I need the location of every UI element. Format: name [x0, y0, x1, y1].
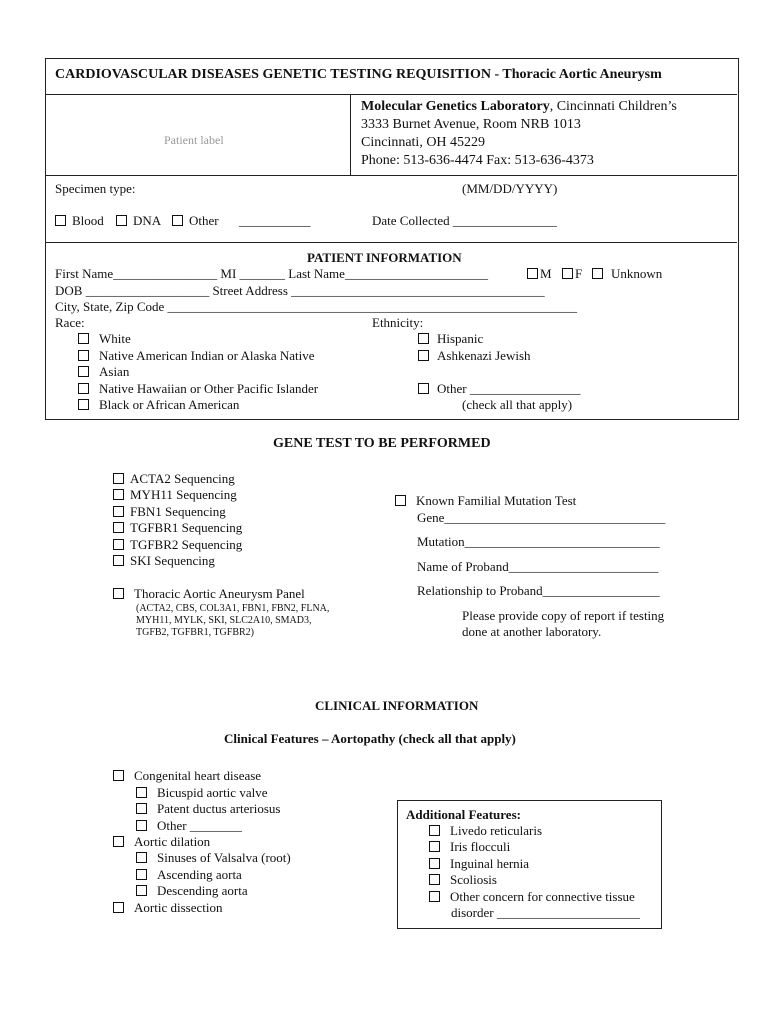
ascending-option[interactable] — [136, 867, 242, 883]
congenital-option[interactable] — [113, 768, 261, 784]
gene-test-option[interactable] — [113, 553, 215, 569]
specimen-blood[interactable] — [55, 213, 104, 229]
date-format-label: (MM/DD/YYYY) — [462, 181, 558, 196]
bicuspid-label: Bicuspid aortic valve — [157, 785, 268, 800]
additional-option[interactable] — [429, 872, 497, 888]
checkbox-icon[interactable] — [78, 399, 89, 410]
clinical-features-subheading: Clinical Features – Aortopathy (check all that apply) — [224, 731, 516, 746]
gene-test-option[interactable] — [113, 520, 242, 536]
sex-m-label: M — [540, 266, 552, 281]
ethnicity-ashkenazi[interactable] — [418, 348, 531, 364]
gene-test-label: SKI Sequencing — [130, 553, 215, 568]
race-option[interactable] — [78, 348, 315, 364]
sex-m[interactable] — [527, 266, 552, 282]
lab-name-bold: Molecular Genetics Laboratory — [361, 99, 550, 114]
date-collected-field[interactable]: Date Collected ________________ — [372, 213, 557, 228]
lab-name — [361, 99, 677, 115]
disorder-field[interactable]: disorder ______________________ — [451, 905, 640, 920]
ethnicity-other[interactable] — [418, 381, 580, 397]
checkbox-icon[interactable] — [136, 787, 147, 798]
specimen-other-label: Other — [189, 213, 219, 228]
checkbox-icon[interactable] — [78, 366, 89, 377]
descending-label: Descending aorta — [157, 883, 248, 898]
gene-field[interactable]: Gene__________________________________ — [417, 510, 666, 525]
race-option-label: White — [99, 331, 131, 346]
race-option[interactable] — [78, 331, 131, 347]
report-note: Please provide copy of report if testing — [462, 608, 665, 623]
patient-info-heading: PATIENT INFORMATION — [307, 250, 462, 265]
panel-genes: MYH11, MYLK, SKI, SLC2A10, SMAD3, — [136, 615, 312, 626]
clinical-info-heading: CLINICAL INFORMATION — [315, 698, 479, 713]
checkbox-icon[interactable] — [172, 215, 183, 226]
patient-label[interactable]: Patient label — [164, 133, 224, 147]
specimen-dna-label: DNA — [133, 213, 162, 228]
checkbox-icon[interactable] — [136, 852, 147, 863]
mutation-field[interactable]: Mutation______________________________ — [417, 534, 660, 549]
known-familial-label: Known Familial Mutation Test — [416, 493, 577, 508]
lab-address2: Cincinnati, OH 45229 — [361, 135, 486, 150]
additional-option[interactable] — [429, 823, 542, 839]
additional-label: Other concern for connective tissue — [450, 889, 635, 904]
valsalva-label: Sinuses of Valsalva (root) — [157, 850, 291, 865]
specimen-type-label: Specimen type: — [55, 181, 136, 196]
ethnicity-ashkenazi-label: Ashkenazi Jewish — [437, 348, 531, 363]
additional-option[interactable] — [429, 889, 635, 905]
checkbox-icon[interactable] — [113, 836, 124, 847]
checkbox-icon[interactable] — [429, 874, 440, 885]
checkbox-icon[interactable] — [113, 506, 124, 517]
checkbox-icon[interactable] — [113, 555, 124, 566]
divider — [45, 175, 737, 176]
lab-phone: Phone: 513-636-4474 Fax: 513-636-4373 — [361, 153, 594, 168]
gene-test-heading: GENE TEST TO BE PERFORMED — [273, 436, 491, 451]
taa-panel-option[interactable] — [113, 586, 305, 602]
divider — [45, 94, 737, 95]
checkbox-icon[interactable] — [113, 522, 124, 533]
gene-test-label: MYH11 Sequencing — [130, 487, 237, 502]
additional-option[interactable] — [429, 839, 510, 855]
sex-f[interactable] — [562, 266, 582, 282]
city-state-zip-field[interactable]: City, State, Zip Code _______________________________________________________________ — [55, 299, 578, 314]
checkbox-icon[interactable] — [418, 383, 429, 394]
checkbox-icon[interactable] — [562, 268, 573, 279]
checkbox-icon[interactable] — [116, 215, 127, 226]
checkbox-icon[interactable] — [78, 383, 89, 394]
congenital-label: Congenital heart disease — [134, 768, 262, 783]
valsalva-option[interactable] — [136, 850, 291, 866]
checkbox-icon[interactable] — [136, 820, 147, 831]
additional-label: Inguinal hernia — [450, 856, 530, 871]
dilation-option[interactable] — [113, 834, 210, 850]
sex-f-label: F — [575, 266, 583, 281]
sex-unknown[interactable] — [592, 266, 662, 282]
form-title: CARDIOVASCULAR DISEASES GENETIC TESTING REQUISITION - Thoracic Aortic Aneurysm — [55, 67, 662, 82]
divider — [45, 242, 737, 243]
descending-option[interactable] — [136, 883, 248, 899]
checkbox-icon[interactable] — [136, 869, 147, 880]
race-option[interactable] — [78, 364, 129, 380]
dissection-option[interactable] — [113, 900, 222, 916]
gene-test-option[interactable] — [113, 487, 237, 503]
dilation-label: Aortic dilation — [134, 834, 211, 849]
checkbox-icon[interactable] — [113, 489, 124, 500]
additional-option[interactable] — [429, 856, 529, 872]
checkbox-icon[interactable] — [418, 333, 429, 344]
checkbox-icon[interactable] — [418, 350, 429, 361]
checkbox-icon[interactable] — [113, 588, 124, 599]
race-option-label: Native Hawaiian or Other Pacific Islander — [99, 381, 319, 396]
race-option[interactable] — [78, 397, 239, 413]
panel-genes: TGFB2, TGFBR1, TGFBR2) — [136, 627, 254, 638]
patient-name-fields[interactable]: First Name________________ MI _______ Last Name______________________ — [55, 266, 488, 281]
proband-name-field[interactable]: Name of Proband_______________________ — [417, 559, 659, 574]
dissection-label: Aortic dissection — [134, 900, 223, 915]
checkbox-icon[interactable] — [395, 495, 406, 506]
gene-test-label: TGFBR1 Sequencing — [130, 520, 243, 535]
checkbox-icon[interactable] — [527, 268, 538, 279]
additional-label: Scoliosis — [450, 872, 497, 887]
gene-test-label: TGFBR2 Sequencing — [130, 537, 243, 552]
gene-test-label: ACTA2 Sequencing — [130, 471, 235, 486]
ascending-label: Ascending aorta — [157, 867, 242, 882]
pda-option[interactable] — [136, 801, 280, 817]
race-label: Race: — [55, 315, 85, 330]
ethnicity-label: Ethnicity: — [372, 315, 424, 330]
known-familial-option[interactable] — [395, 493, 576, 509]
additional-features-heading: Additional Features: — [406, 807, 521, 822]
specimen-blood-label: Blood — [72, 213, 104, 228]
checkbox-icon[interactable] — [55, 215, 66, 226]
checkbox-icon[interactable] — [429, 858, 440, 869]
race-option-label: Native American Indian or Alaska Native — [99, 348, 315, 363]
checkbox-icon[interactable] — [113, 473, 124, 484]
lab-address1: 3333 Burnet Avenue, Room NRB 1013 — [361, 117, 581, 132]
race-option-label: Asian — [99, 364, 130, 379]
dob-address-fields[interactable]: DOB ___________________ Street Address _______________________________________ — [55, 283, 545, 298]
checkbox-icon[interactable] — [113, 539, 124, 550]
checkbox-icon[interactable] — [78, 350, 89, 361]
checkbox-icon[interactable] — [78, 333, 89, 344]
gene-test-option[interactable] — [113, 504, 226, 520]
checkbox-icon[interactable] — [592, 268, 603, 279]
specimen-other[interactable] — [172, 213, 219, 229]
checkbox-icon[interactable] — [136, 803, 147, 814]
congenital-other-option[interactable] — [136, 818, 242, 834]
checkbox-icon[interactable] — [429, 841, 440, 852]
race-option[interactable] — [78, 381, 318, 397]
taa-panel-label: Thoracic Aortic Aneurysm Panel — [134, 586, 305, 601]
ethnicity-hispanic[interactable] — [418, 331, 483, 347]
gene-test-label: FBN1 Sequencing — [130, 504, 226, 519]
relationship-field[interactable]: Relationship to Proband__________________ — [417, 583, 660, 598]
checkbox-icon[interactable] — [136, 885, 147, 896]
checkbox-icon[interactable] — [113, 770, 124, 781]
lab-name-suffix: , Cincinnati Children’s — [549, 99, 677, 114]
bicuspid-option[interactable] — [136, 785, 267, 801]
checkbox-icon[interactable] — [113, 902, 124, 913]
ethnicity-other-label: Other _________________ — [437, 381, 581, 396]
pda-label: Patent ductus arteriosus — [157, 801, 281, 816]
ethnicity-note: (check all that apply) — [462, 397, 573, 412]
additional-label: Iris flocculi — [450, 839, 511, 854]
panel-genes: (ACTA2, CBS, COL3A1, FBN1, FBN2, FLNA, — [136, 603, 330, 614]
congenital-other-label: Other ________ — [157, 818, 242, 833]
specimen-other-field[interactable]: ___________ — [239, 213, 311, 228]
checkbox-icon[interactable] — [429, 825, 440, 836]
checkbox-icon[interactable] — [429, 891, 440, 902]
gene-test-option[interactable] — [113, 471, 235, 487]
gene-test-option[interactable] — [113, 537, 242, 553]
ethnicity-hispanic-label: Hispanic — [437, 331, 484, 346]
sex-unknown-label: Unknown — [611, 266, 663, 281]
race-option-label: Black or African American — [99, 397, 240, 412]
specimen-dna[interactable] — [116, 213, 161, 229]
report-note: done at another laboratory. — [462, 624, 602, 639]
divider — [350, 94, 351, 175]
additional-label: Livedo reticularis — [450, 823, 543, 838]
